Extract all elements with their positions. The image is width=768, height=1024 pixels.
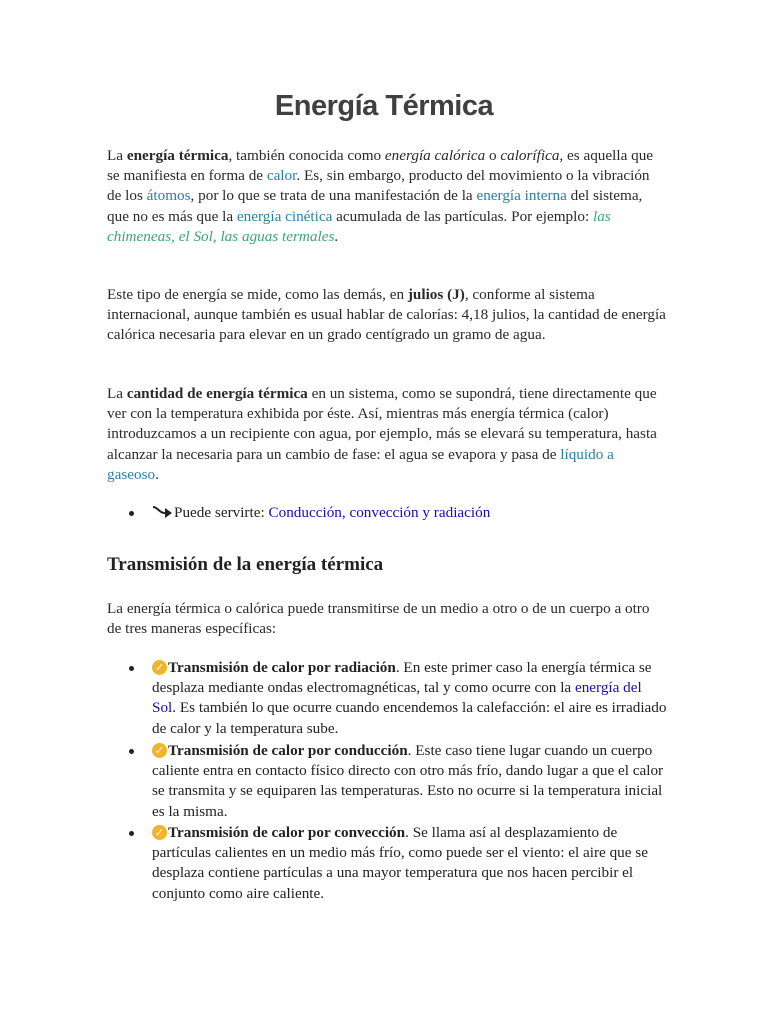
list-item-content	[152, 658, 667, 739]
check-circle-icon: ✓	[152, 660, 167, 675]
section-heading: Transmisión de la energía térmica	[107, 554, 384, 575]
text: , conforme al sistema internacional, aunque también es usual hablar de calorías: 4,18 julios, la cantidad de energía calórica necesaria para elevar en un grado centígrado un gramo de agua.	[107, 286, 666, 344]
list-item-content	[152, 823, 667, 904]
bold-term: julios (J)	[407, 286, 465, 303]
list-item-content	[152, 741, 667, 822]
text: . Es, sin embargo, producto del movimiento o la vibración de los	[107, 167, 650, 205]
text: La	[107, 147, 127, 164]
text: .	[334, 227, 339, 245]
text: o	[485, 147, 501, 164]
text: . En este primer caso la energía térmica se desplaza mediante ondas electromagnéticas, tal y como ocurre con la	[152, 659, 652, 697]
link-liquido-gaseoso[interactable]: líquido a gaseoso	[107, 445, 614, 483]
link-calor[interactable]: calor	[266, 167, 297, 185]
intro-paragraph	[107, 146, 667, 247]
text: . Se llama así al desplazamiento de partículas calientes en un medio más frío, como puede ser el viento: el aire que se desplaza contiene partículas a una mayor temperatura que nos hacen percibir el conjunto como aire caliente.	[152, 824, 648, 902]
related-prefix: Puede servirte:	[174, 504, 269, 521]
link-energia-sol[interactable]: energía del Sol	[152, 679, 642, 717]
quantity-paragraph	[107, 384, 667, 485]
check-circle-icon: ✓	[152, 743, 167, 758]
arrow-right-icon	[152, 503, 174, 519]
text: del sistema, que no es más que la	[107, 187, 643, 225]
text: . Es también lo que ocurre cuando encendemos la calefacción: el aire es irradiado de calor y la temperatura sube.	[152, 699, 667, 737]
bullet	[129, 831, 134, 836]
link-atomos[interactable]: átomos	[146, 187, 191, 205]
text: .	[155, 465, 159, 483]
related-content	[152, 503, 667, 523]
bold-term: energía térmica	[126, 147, 229, 164]
transmission-intro: La energía térmica o calórica puede transmitirse de un medio a otro o de un cuerpo a otro de tres maneras específicas:	[107, 600, 650, 638]
bullet	[129, 749, 134, 754]
italic-term: energía calórica	[384, 147, 486, 164]
units-paragraph	[107, 285, 667, 346]
text: , también conocida como	[228, 147, 385, 164]
text: La	[107, 385, 127, 402]
bullet	[129, 511, 134, 516]
bold-term: cantidad de energía térmica	[126, 385, 308, 402]
text: en un sistema, como se supondrá, tiene directamente que ver con la temperatura exhibida por éste. Así, mientras más energía térmica (calor) introduzcamos a un recipiente con agua, por ejemplo, más se elevará su temperatura, hasta alcanzar la necesaria para un cambio de fase: el agua se evapora y pasa de	[107, 385, 657, 463]
item-title: Transmisión de calor por radiación	[168, 659, 396, 676]
link-ejemplos[interactable]: las chimeneas, el Sol, las aguas termales	[107, 207, 611, 245]
text: acumulada de las partículas. Por ejemplo:	[332, 207, 593, 225]
text: . Este caso tiene lugar cuando un cuerpo caliente entra en contacto físico directo con otro más frío, dando lugar a que el calor se transmita y se equiparen las temperaturas. Esto no ocurre si la temperatura inicial es la misma.	[152, 742, 664, 820]
link-energia-cinetica[interactable]: energía cinética	[236, 207, 333, 225]
text: , por lo que se trata de una manifestación de la	[190, 187, 477, 205]
related-link[interactable]: Conducción, convección y radiación	[268, 504, 491, 521]
item-title: Transmisión de calor por conducción	[168, 742, 408, 759]
check-circle-icon: ✓	[152, 825, 167, 840]
item-title: Transmisión de calor por convección	[168, 824, 406, 841]
text: Este tipo de energía se mide, como las demás, en	[107, 286, 408, 303]
italic-term: calorífica	[500, 147, 560, 164]
text: , es aquella que se manifiesta en forma de	[107, 147, 654, 185]
link-energia-interna[interactable]: energía interna	[476, 187, 567, 205]
bullet	[129, 666, 134, 671]
page-title: Energía Térmica	[274, 90, 494, 122]
